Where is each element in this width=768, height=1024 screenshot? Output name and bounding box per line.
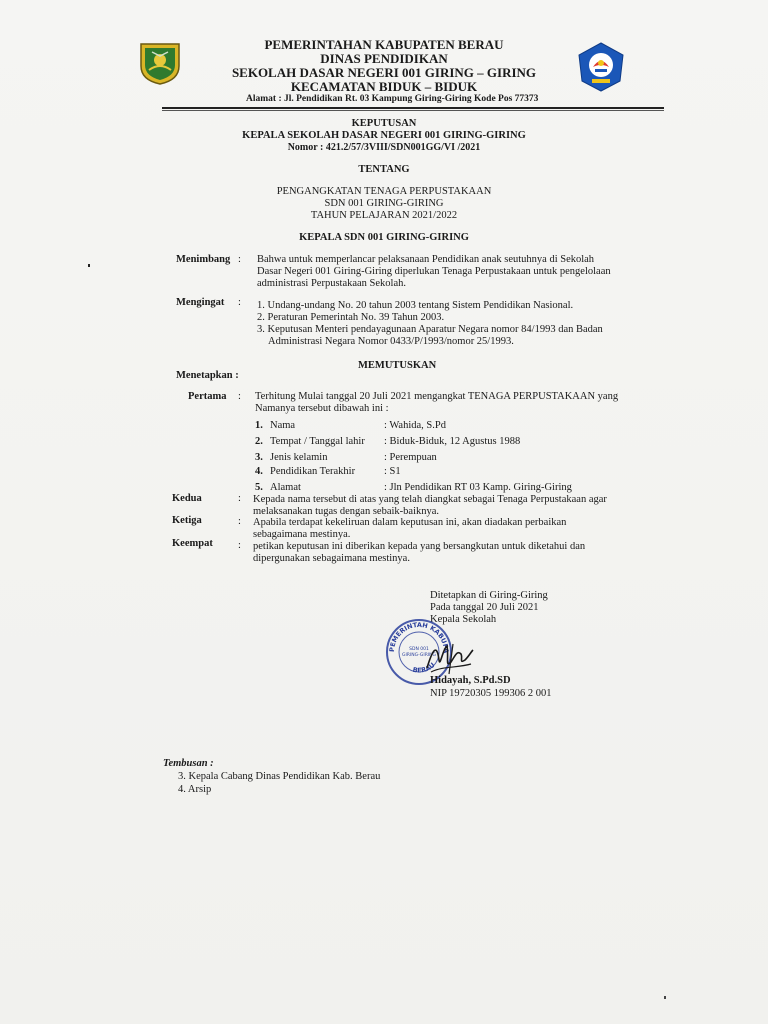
field-value: : Biduk-Biduk, 12 Agustus 1988 <box>384 436 521 447</box>
field-number: 5. <box>255 482 263 493</box>
signatory-name: Hidayah, S.Pd.SD <box>430 675 511 686</box>
mengingat-item-continuation: Administrasi Negara Nomor 0433/P/1993/nomor 25/1993. <box>268 336 514 347</box>
field-number: 1. <box>255 420 263 431</box>
mengingat-item: 1. Undang-undang No. 20 tahun 2003 tentang Sistem Pendidikan Nasional. <box>257 300 574 311</box>
ketiga-colon: : <box>238 516 241 527</box>
stamp-ring-top-text: PEMERINTAH KABUPA <box>387 620 451 654</box>
issuer-heading: KEPALA SDN 001 GIRING-GIRING <box>299 232 469 243</box>
letterhead-rule <box>162 107 664 109</box>
scan-speck <box>88 264 90 267</box>
keempat-line: petikan keputusan ini diberikan kepada yang bersangkutan untuk diketahui dan <box>253 541 586 552</box>
letterhead-district: KECAMATAN BIDUK – BIDUK <box>290 79 478 94</box>
letterhead-rule-thin <box>162 110 664 111</box>
stamp-center-line-2: GIRING-GIRING <box>401 653 437 658</box>
kedua-label: Kedua <box>172 493 202 504</box>
subject-line-1: PENGANGKATAN TENAGA PERPUSTAKAAN <box>276 186 492 197</box>
handwritten-signature <box>423 638 475 678</box>
stamp-center-line-1: SDN 001 <box>409 647 429 652</box>
field-label: Pendidikan Terakhir <box>270 466 356 477</box>
signatory-nip: NIP 19720305 199306 2 001 <box>430 688 552 699</box>
field-label: Jenis kelamin <box>270 452 328 463</box>
mengingat-item: 3. Keputusan Menteri pendayagunaan Aparatur Negara nomor 84/1993 dan Badan <box>257 324 603 335</box>
pertama-line: Namanya tersebut dibawah ini : <box>255 403 389 414</box>
keempat-line: dipergunakan sebagaimana mestinya. <box>253 553 410 564</box>
pertama-line: Terhitung Mulai tanggal 20 Juli 2021 mengangkat TENAGA PERPUSTAKAAN yang <box>255 391 619 402</box>
signing-position: Kepala Sekolah <box>430 614 497 625</box>
field-label: Tempat / Tanggal lahir <box>270 436 365 447</box>
memutuskan-heading: MEMUTUSKAN <box>358 360 437 371</box>
tentang-heading: TENTANG <box>358 164 410 175</box>
ketiga-label: Ketiga <box>172 515 202 526</box>
keempat-colon: : <box>238 540 241 551</box>
pertama-colon: : <box>238 391 241 402</box>
subject-line-3: TAHUN PELAJARAN 2021/2022 <box>310 210 458 221</box>
scan-speck <box>664 996 666 999</box>
mengingat-label: Mengingat <box>176 297 225 308</box>
signing-date: Pada tanggal 20 Juli 2021 <box>430 602 539 613</box>
field-value: : S1 <box>384 466 401 477</box>
field-label: Alamat <box>270 482 301 493</box>
menetapkan-label: Menetapkan : <box>176 370 239 381</box>
letterhead-address: Alamat : Jl. Pendidikan Rt. 03 Kampung Giring-Giring Kode Pos 77373 <box>246 94 539 104</box>
field-number: 3. <box>255 452 263 463</box>
decree-number: Nomor : 421.2/57/3VIII/SDN001GG/VI /2021 <box>287 142 481 153</box>
ketiga-line: Apabila terdapat kekeliruan dalam keputusan ini, akan diadakan perbaikan <box>253 517 567 528</box>
menimbang-line: administrasi Perpustakaan Sekolah. <box>257 278 407 289</box>
letterhead-government: PEMERINTAHAN KABUPATEN BERAU <box>264 37 504 52</box>
signing-place: Ditetapkan di Giring-Giring <box>430 590 548 601</box>
menimbang-label: Menimbang <box>176 254 231 265</box>
mengingat-item: 2. Peraturan Pemerintah No. 39 Tahun 2003. <box>257 312 445 323</box>
kedua-line: melaksanakan tugas dengan sebaik-baiknya. <box>253 506 440 517</box>
field-label: Nama <box>270 420 296 431</box>
keempat-label: Keempat <box>172 538 213 549</box>
letterhead-agency: DINAS PENDIDIKAN <box>320 51 448 66</box>
field-value: : Perempuan <box>384 452 437 463</box>
menimbang-line: Bahwa untuk memperlancar pelaksanaan Pendidikan anak seutuhnya di Sekolah <box>257 254 595 265</box>
subject-line-2: SDN 001 GIRING-GIRING <box>324 198 444 209</box>
letterhead-school: SEKOLAH DASAR NEGERI 001 GIRING – GIRING <box>231 65 537 80</box>
menimbang-line: Dasar Negeri 001 Giring-Giring diperlukan Tenaga Perpustakaan untuk pengelolaan <box>257 266 611 277</box>
decree-issuer-title: KEPALA SEKOLAH DASAR NEGERI 001 GIRING-GIRING <box>242 130 526 141</box>
kedua-line: Kepada nama tersebut di atas yang telah diangkat sebagai Tenaga Perpustakaan agar <box>253 494 607 505</box>
ketiga-line: sebagaimana mestinya. <box>253 529 351 540</box>
pertama-label: Pertama <box>188 391 227 402</box>
tembusan-item: 3. Kepala Cabang Dinas Pendidikan Kab. Berau <box>178 771 381 782</box>
menimbang-colon: : <box>238 254 241 265</box>
decree-title: KEPUTUSAN <box>351 118 417 129</box>
tembusan-label: Tembusan : <box>163 758 214 769</box>
field-value: : Jln Pendidikan RT 03 Kamp. Giring-Giring <box>384 482 572 493</box>
kedua-colon: : <box>238 493 241 504</box>
field-number: 4. <box>255 466 263 477</box>
stamp-ring-bottom-text: BERAU <box>412 661 437 675</box>
field-value: : Wahida, S.Pd <box>384 420 446 431</box>
tembusan-item: 4. Arsip <box>178 784 212 795</box>
mengingat-colon: : <box>238 297 241 308</box>
field-number: 2. <box>255 436 263 447</box>
